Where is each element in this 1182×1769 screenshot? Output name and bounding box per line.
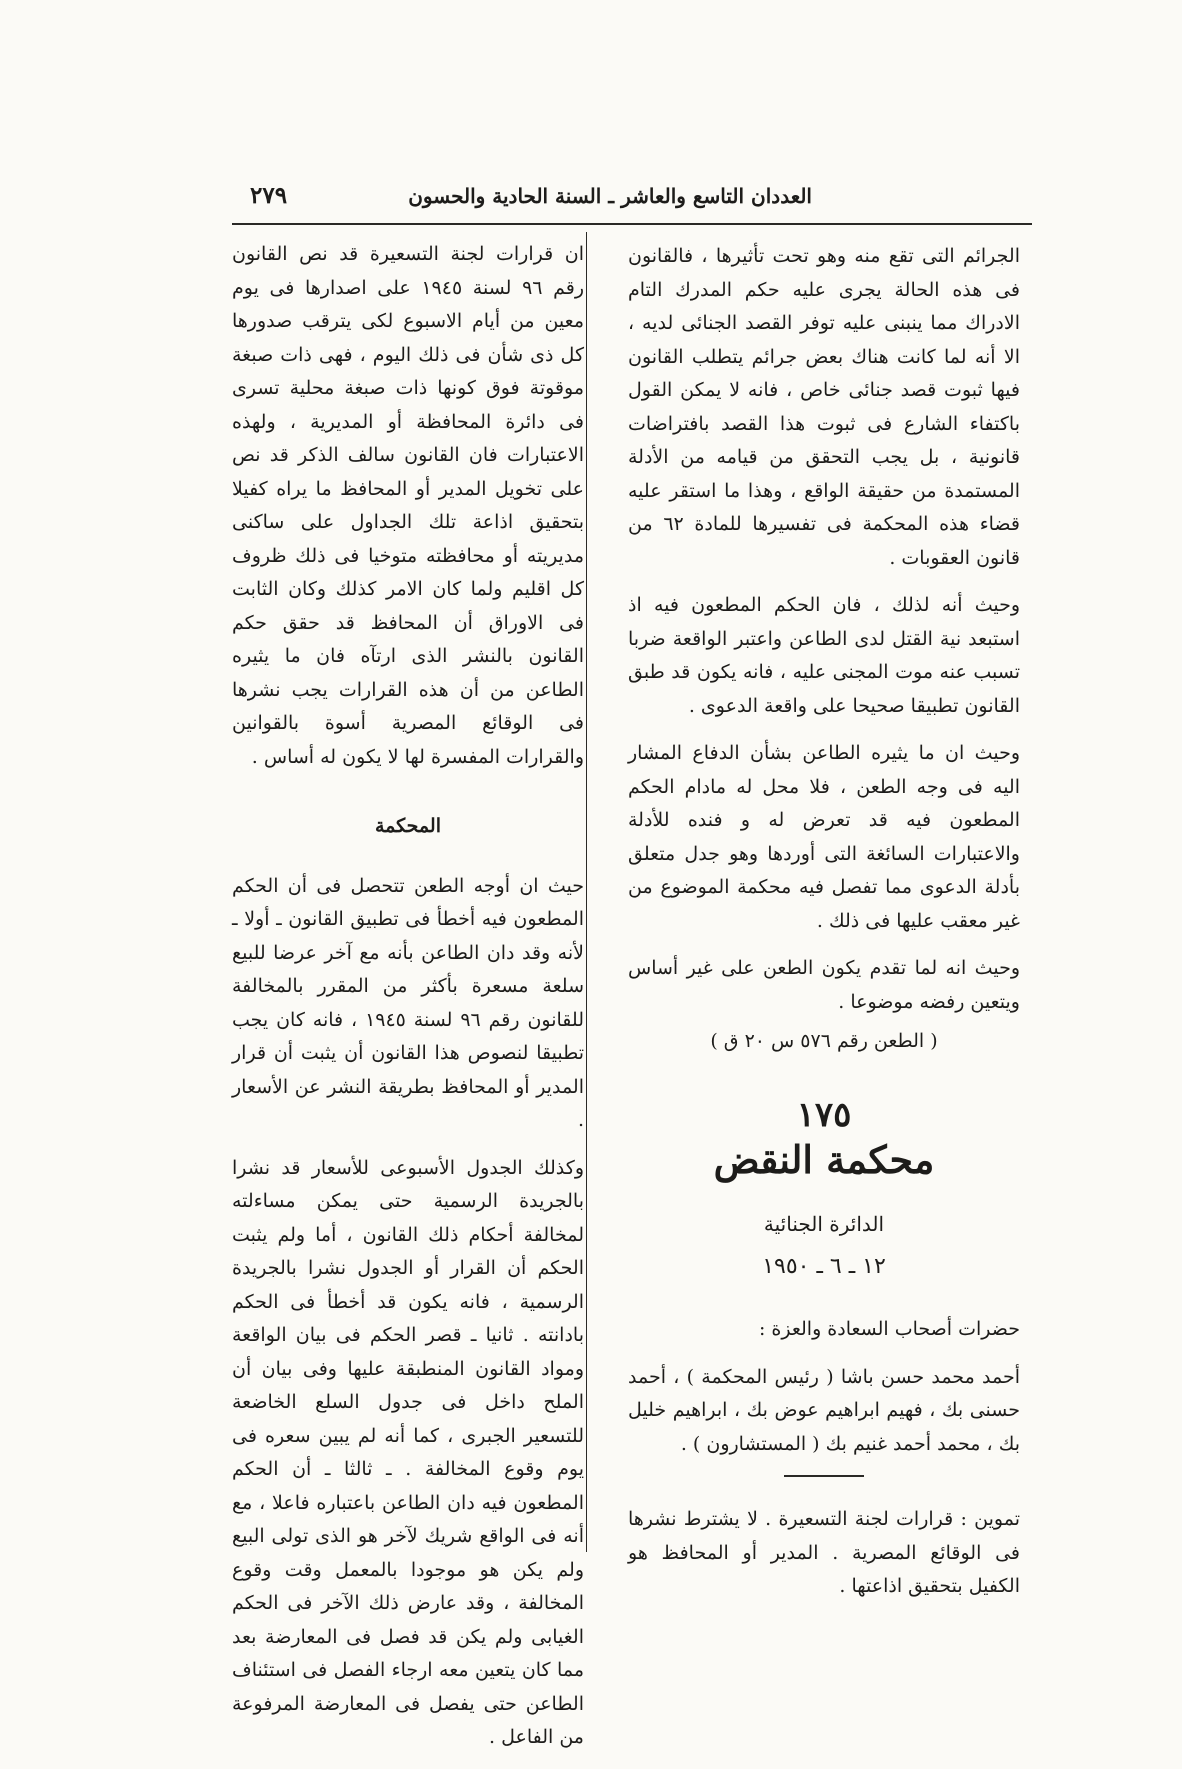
case-summary: تموين : قرارات لجنة التسعيرة . لا يشترط نشرها فى الوقائع المصرية . المدير أو المحافظ هو الكفيل بتحقيق اذاعتها . [628, 1508, 1020, 1597]
section-title: المحكمة [375, 815, 441, 837]
body-paragraph: وحيث انه لما تقدم يكون الطعن على غير أساس ويتعين رفضه موضوعا . [628, 957, 1020, 1013]
page-header [232, 182, 1032, 216]
chamber-name: الدائرة الجنائية [763, 1212, 885, 1236]
running-head: العددان التاسع والعاشر ـ السنة الحادية والحسون [408, 184, 812, 208]
body-paragraph: حيث ان أوجه الطعن تتحصل فى أن الحكم المطعون فيه أخطأ فى تطبيق القانون ـ أولا ـ لأنه وقد دان الطاعن بأنه مع آخر عرضا للبيع سلعة مسعرة بأكثر من المقرر بالمخالفة للقانون رقم ٩٦ لسنة ١٩٤٥ ، فانه كان يجب تطبيقا لنصوص هذا القانون أن يثبت أن قرار المدير أو المحافظ بطريقة النشر عن الأسعار . [232, 874, 584, 1131]
judges-intro: حضرات أصحاب السعادة والعزة : [758, 1318, 1020, 1340]
body-paragraph: وكذلك الجدول الأسبوعى للأسعار قد نشرا بالجريدة الرسمية حتى يمكن مساءلته لمخالفة أحكام ذلك القانون ، أما ولم يثبت الحكم أن القرار أو الجدول نشرا بالجريدة الرسمية ، فانه يكون قد أخطأ فى الحكم بادانته . ثانيا ـ قصر الحكم فى بيان الواقعة ومواد القانون المنطبقة عليها وفى بيان أن الملح داخل فى جدول السلع الخاضعة للتسعير الجبرى ، كما أنه لم يبين سعره فى يوم وقوع المخالفة . ـ ثالثا ـ أن الحكم المطعون فيه دان الطاعن باعتباره فاعلا ، مع أنه فى الواقع شريك لآخر هو الذى تولى البيع ولم يكن هو موجودا بالمعمل وقت وقوع المخالفة ، وقد عارض ذلك الآخر فى الحكم الغيابى ولم يكن قد فصل فى المعارضة بعد مما كان يتعين معه ارجاء الفصل فى استئناف الطاعن حتى يفصل فى المعارضة المرفوعة من الفاعل . [232, 1156, 584, 1748]
page-number: ٢٧٩ [250, 182, 288, 209]
body-paragraph: وحيث ان ما يثيره الطاعن بشأن الدفاع المشار اليه فى وجه الطعن ، فلا محل له مادام الحكم المطعون فيه قد تعرض له و فنده للأدلة والاعتبارات السائغة التى أوردها وهو جدل متعلق بأدلة الدعوى مما تفصل فيه محكمة الموضوع من غير معقب عليها فى ذلك . [628, 742, 1020, 932]
judges-list: أحمد محمد حسن باشا ( رئيس المحكمة ) ، أحمد حسنى بك ، فهيم ابراهيم عوض بك ، ابراهيم خليل بك ، محمد أحمد غنيم بك ( المستشارون ) . [628, 1365, 1020, 1455]
session-date: ١٢ ـ ٦ ـ ١٩٥٠ [762, 1253, 886, 1279]
section-rule [784, 1475, 864, 1477]
body-paragraph: ان قرارات لجنة التسعيرة قد نص القانون رقم ٩٦ لسنة ١٩٤٥ على اصدارها فى يوم معين من أيام الاسبوع لكى يترقب صدورها كل ذى شأن فى ذلك اليوم ، فهى ذات صبغة موقوتة فوق كونها ذات صبغة محلية تسرى فى دائرة المحافظة أو المديرية ، ولهذه الاعتبارات فان القانون سالف الذكر قد نص على تخويل المدير أو المحافظ ما يراه كفيلا بتحقيق اذاعة تلك الجداول على ساكنى مديريته أو محافظته متوخيا فى ذلك ظروف كل اقليم ولما كان الامر كذلك وكان الثابت فى الاوراق أن المحافظ قد حقق حكم القانون بالنشر الذى ارتآه فان ما يثيره الطاعن من أن هذه القرارات يجب نشرها فى الوقائع المصرية أسوة بالقوانين والقرارات المفسرة لها لا يكون له أساس . [232, 243, 584, 768]
column-divider [586, 232, 587, 1552]
left-column [232, 238, 584, 1769]
body-paragraph: الجرائم التى تقع منه وهو تحت تأثيرها ، فالقانون فى هذه الحالة يجرى عليه حكم المدرك التام الادراك مما ينبنى عليه توفر القصد الجنائى لديه ، الا أنه لما كانت هناك بعض جرائم يتطلب القانون فيها ثبوت قصد جنائى خاص ، فانه لا يمكن القول باكتفاء الشارع فى ثبوت هذا القصد بافتراضات قانونية ، بل يجب التحقق من قيامه من الأدلة المستمدة من حقيقة الواقع ، وهذا ما استقر عليه قضاء هذه المحكمة فى تفسيرها للمادة ٦٢ من قانون العقوبات . [628, 245, 1020, 569]
body-paragraph: وحيث أنه لذلك ، فان الحكم المطعون فيه اذ استبعد نية القتل لدى الطاعن واعتبر الواقعة ضربا تسبب عنه موت المجنى عليه ، فانه يكون قد طبق القانون تطبيقا صحيحا على واقعة الدعوى . [628, 594, 1020, 717]
case-number: ١٧٥ [796, 1094, 852, 1135]
case-citation: ( الطعن رقم ٥٧٦ س ٢٠ ق ) [710, 1030, 938, 1052]
right-column [628, 240, 1020, 1618]
header-rule [232, 223, 1032, 225]
court-name: محكمة النقض [713, 1137, 935, 1182]
